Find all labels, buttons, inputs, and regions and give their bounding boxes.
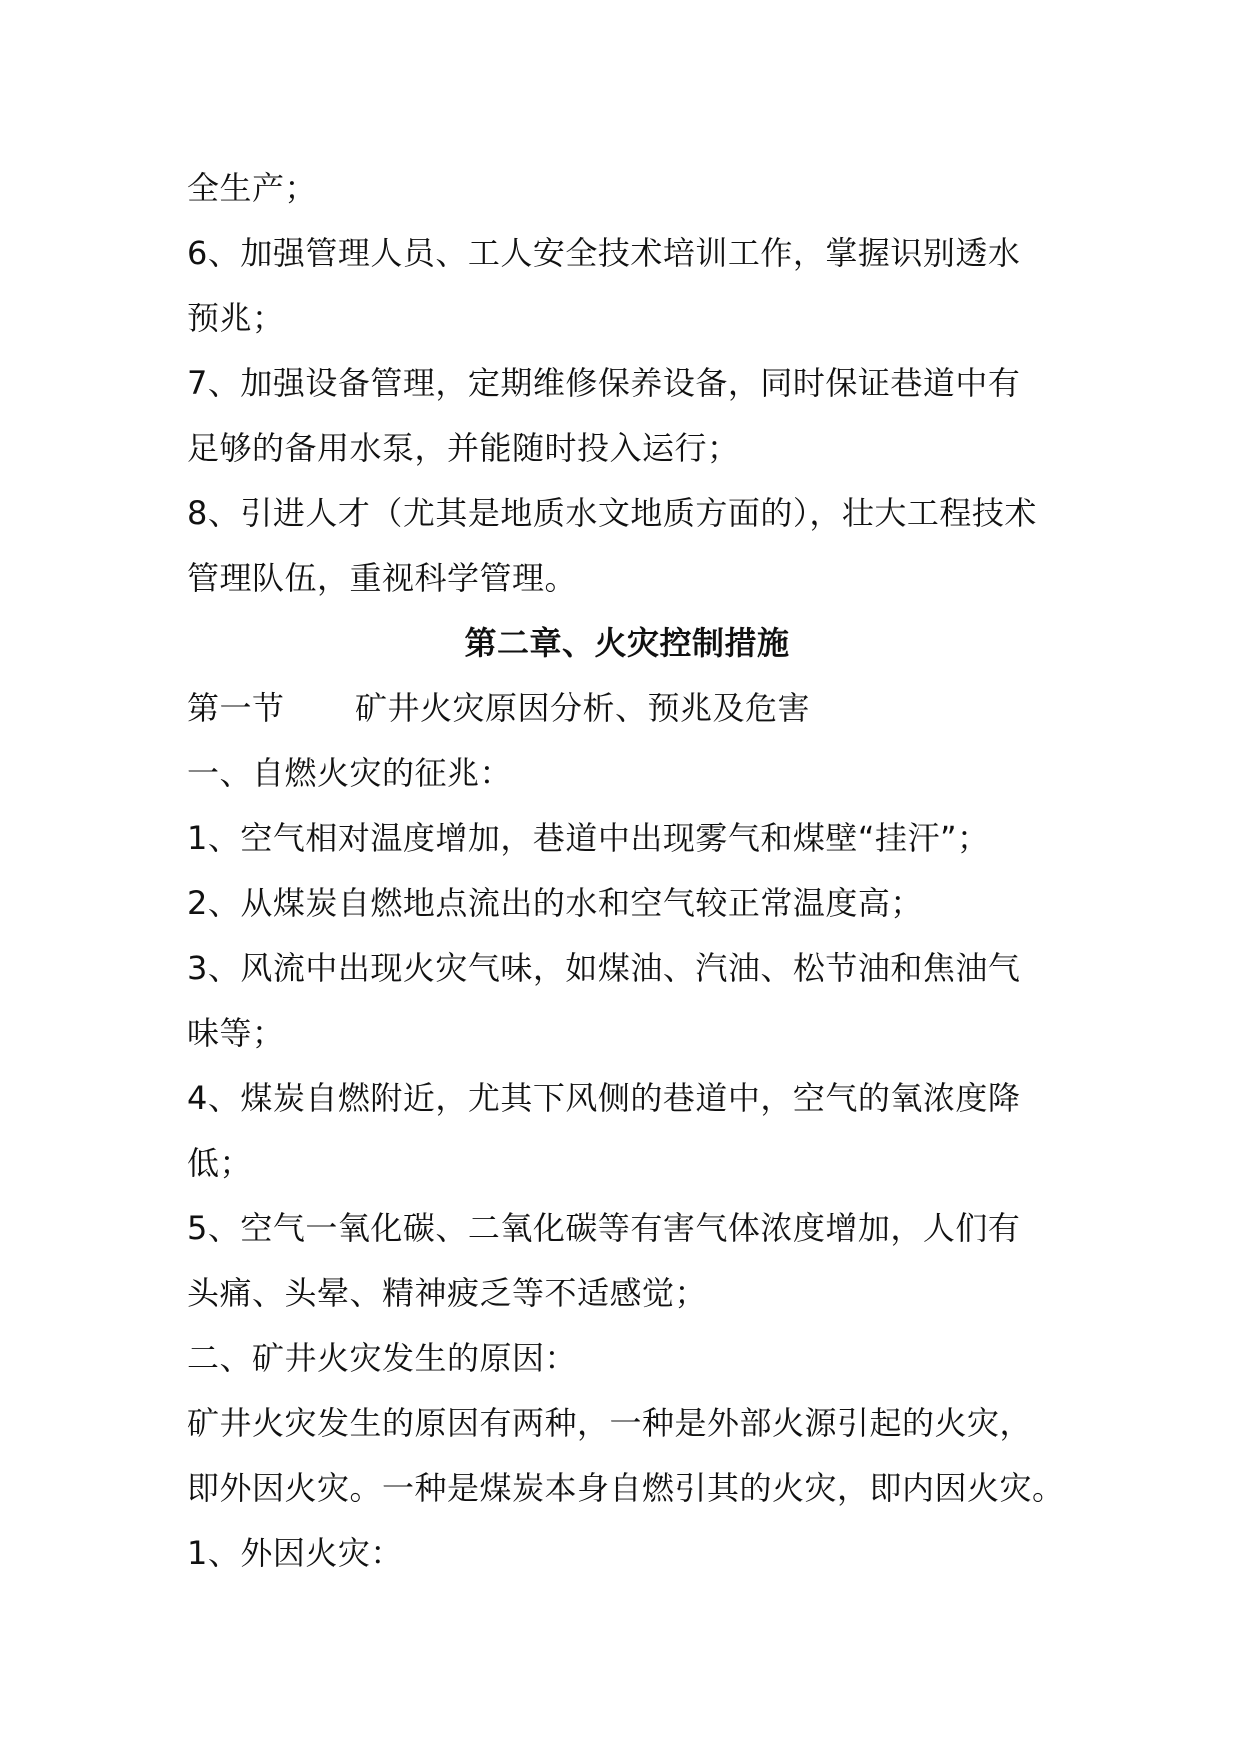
text-line: 1、外因火灾：: [187, 1534, 403, 1572]
text-line: 3、风流中出现火灾气味，如煤油、汽油、松节油和焦油气: [187, 949, 1021, 987]
text-line: 即外因火灾。一种是煤炭本身自燃引其的火灾，即内因火灾。: [187, 1469, 1065, 1507]
text-line: 一、自燃火灾的征兆：: [187, 754, 513, 792]
text-line: 矿井火灾发生的原因有两种，一种是外部火源引起的火灾，: [187, 1404, 1033, 1442]
document-body: [187, 156, 1067, 1586]
text-line: 4、煤炭自燃附近，尤其下风侧的巷道中，空气的氧浓度降: [187, 1079, 1021, 1117]
text-line: 8、引进人才（尤其是地质水文地质方面的），壮大工程技术: [187, 494, 1037, 532]
text-line: 低；: [187, 1144, 253, 1182]
text-line: 足够的备用水泵，并能随时投入运行；: [187, 429, 740, 467]
text-line: 预兆；: [187, 299, 285, 337]
text-line: 2、从煤炭自燃地点流出的水和空气较正常温度高；: [187, 884, 923, 922]
chapter-title: 第二章、火灾控制措施: [464, 624, 790, 662]
text-line: 1、空气相对温度增加，巷道中出现雾气和煤壁“挂汗”；: [187, 819, 990, 857]
text-line: 二、矿井火灾发生的原因：: [187, 1339, 578, 1377]
text-line: 味等；: [187, 1014, 285, 1052]
section-heading: [187, 676, 1067, 741]
text-line: 7、加强设备管理，定期维修保养设备，同时保证巷道中有: [187, 364, 1021, 402]
section-number: 第一节: [187, 689, 285, 727]
text-line: 头痛、头晕、精神疲乏等不适感觉；: [187, 1274, 708, 1312]
text-line: 5、空气一氧化碳、二氧化碳等有害气体浓度增加，人们有: [187, 1209, 1021, 1247]
text-line: 全生产；: [187, 169, 318, 207]
text-line: 管理队伍，重视科学管理。: [187, 559, 578, 597]
section-title: 矿井火灾原因分析、预兆及危害: [355, 689, 811, 727]
text-line: 6、加强管理人员、工人安全技术培训工作，掌握识别透水: [187, 234, 1021, 272]
